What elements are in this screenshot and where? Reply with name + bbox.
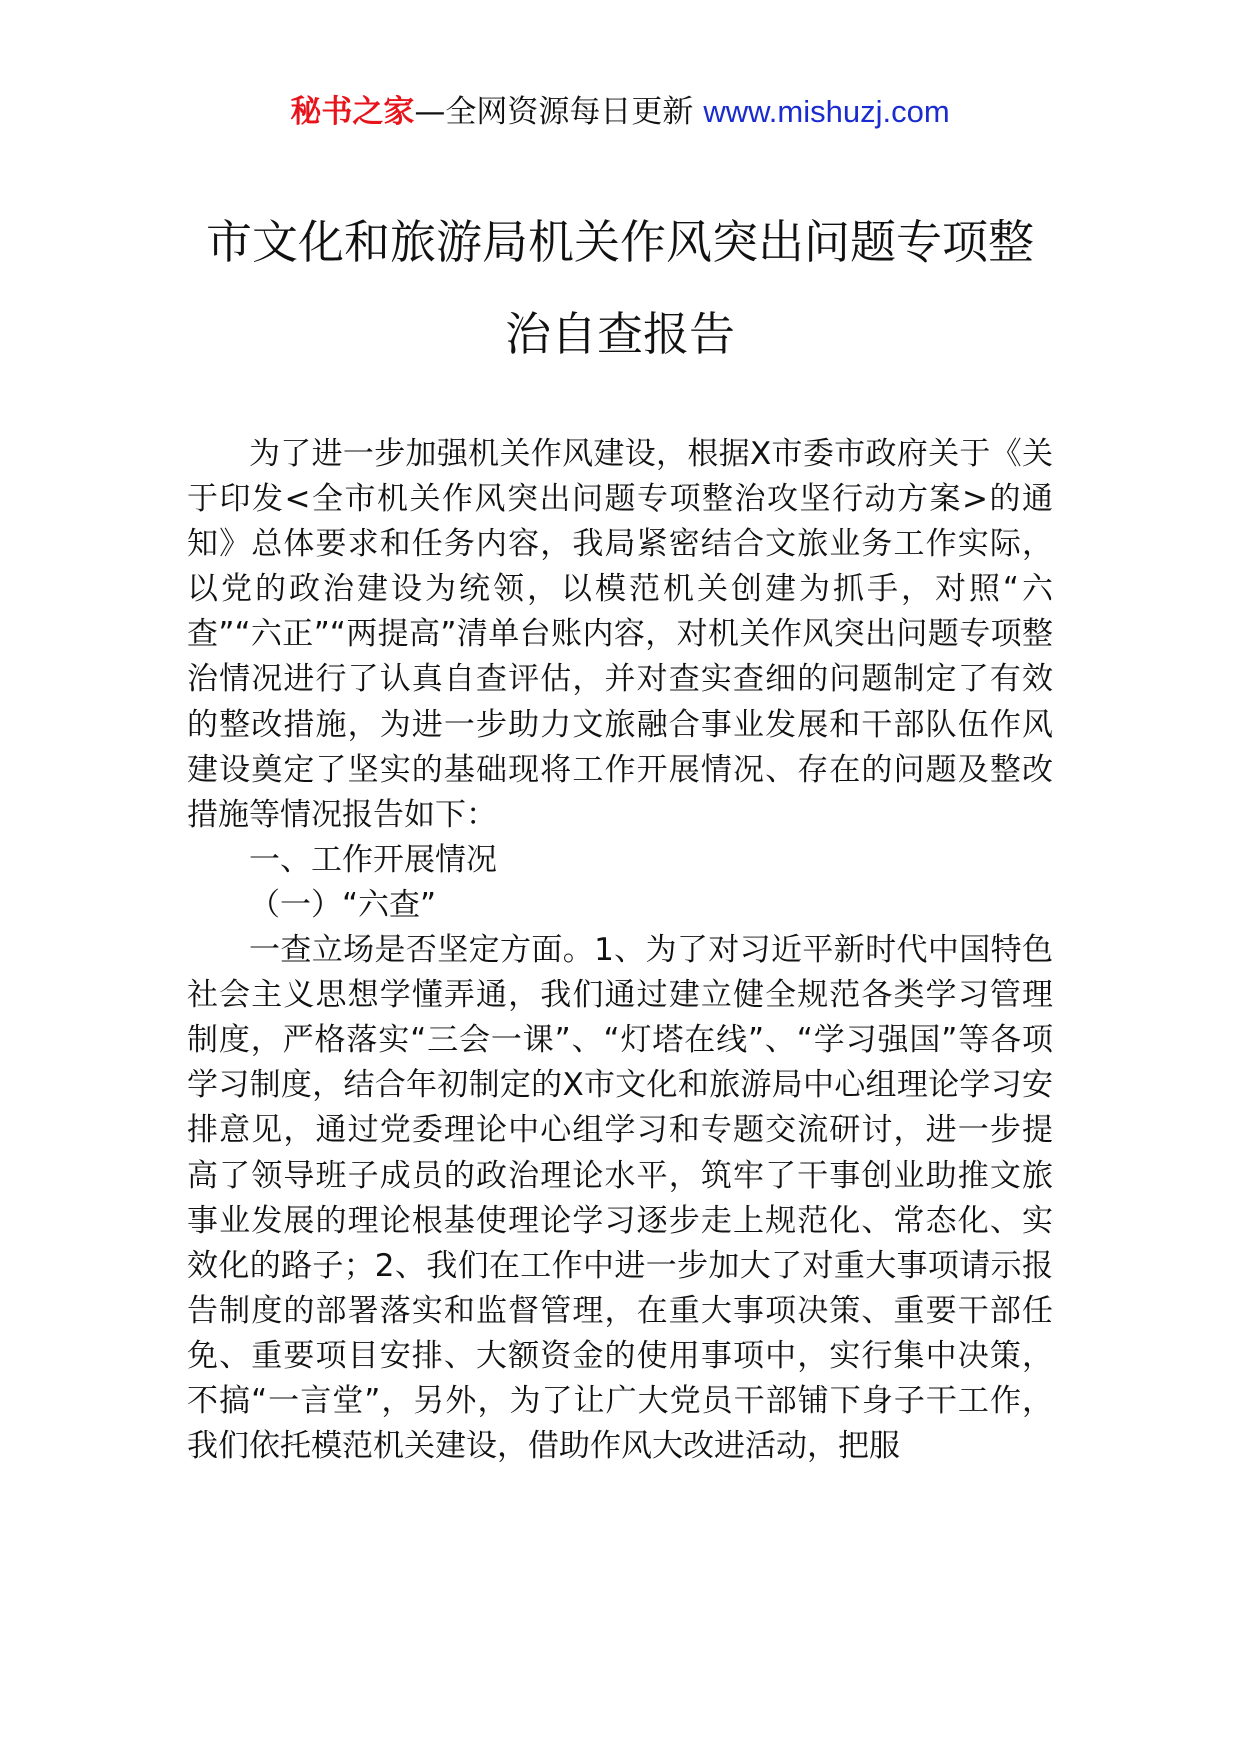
document-body <box>187 432 1053 1469</box>
banner-slogan: —全网资源每日更新 <box>414 94 694 130</box>
body-paragraph-1: 一查立场是否坚定方面。1、为了对习近平新时代中国特色社会主义思想学懂弄通，我们通过建立健全规范各类学习管理制度，严格落实“三会一课”、“灯塔在线”、“学习强国”等各项学习制度，结合年初制定的X市文化和旅游局中心组理论学习安排意见，通过党委理论中心组学习和专题交流研讨，进一步提高了领导班子成员的政治理论水平，筑牢了干事创业助推文旅事业发展的理论根基使理论学习逐步走上规范化、常态化、实效化的路子；2、我们在工作中进一步加大了对重大事项请示报告制度的部署落实和监督管理，在重大事项决策、重要干部任免、重要项目安排、大额资金的使用事项中，实行集中决策，不搞“一言堂”，另外，为了让广大党员干部铺下身子干工作，我们依托模范机关建设，借助作风大改进活动，把服 <box>187 932 1053 1465</box>
subsection-heading-1: （一）“六查” <box>249 886 437 923</box>
title-line-2: 治自查报告 <box>505 307 735 361</box>
site-banner <box>0 92 1240 132</box>
section-heading-1: 一、工作开展情况 <box>249 841 497 878</box>
intro-paragraph: 为了进一步加强机关作风建设，根据X市委市政府关于《关于印发<全市机关作风突出问题专项整治攻坚行动方案>的通知》总体要求和任务内容，我局紧密结合文旅业务工作实际，以党的政治建设为统领，以模范机关创建为抓手，对照“六查”“六正”“两提高”清单台账内容，对机关作风突出问题专项整治情况进行了认真自查评估，并对查实查细的问题制定了有效的整改措施，为进一步助力文旅融合事业发展和干部队伍作风建设奠定了坚实的基础现将工作开展情况、存在的问题及整改措施等情况报告如下： <box>187 436 1053 833</box>
brand-name: 秘书之家 <box>290 94 415 130</box>
document-title <box>170 196 1070 380</box>
site-url-link[interactable]: www.mishuzj.com <box>703 94 950 129</box>
title-line-1: 市文化和旅游局机关作风突出问题专项整 <box>206 215 1034 269</box>
